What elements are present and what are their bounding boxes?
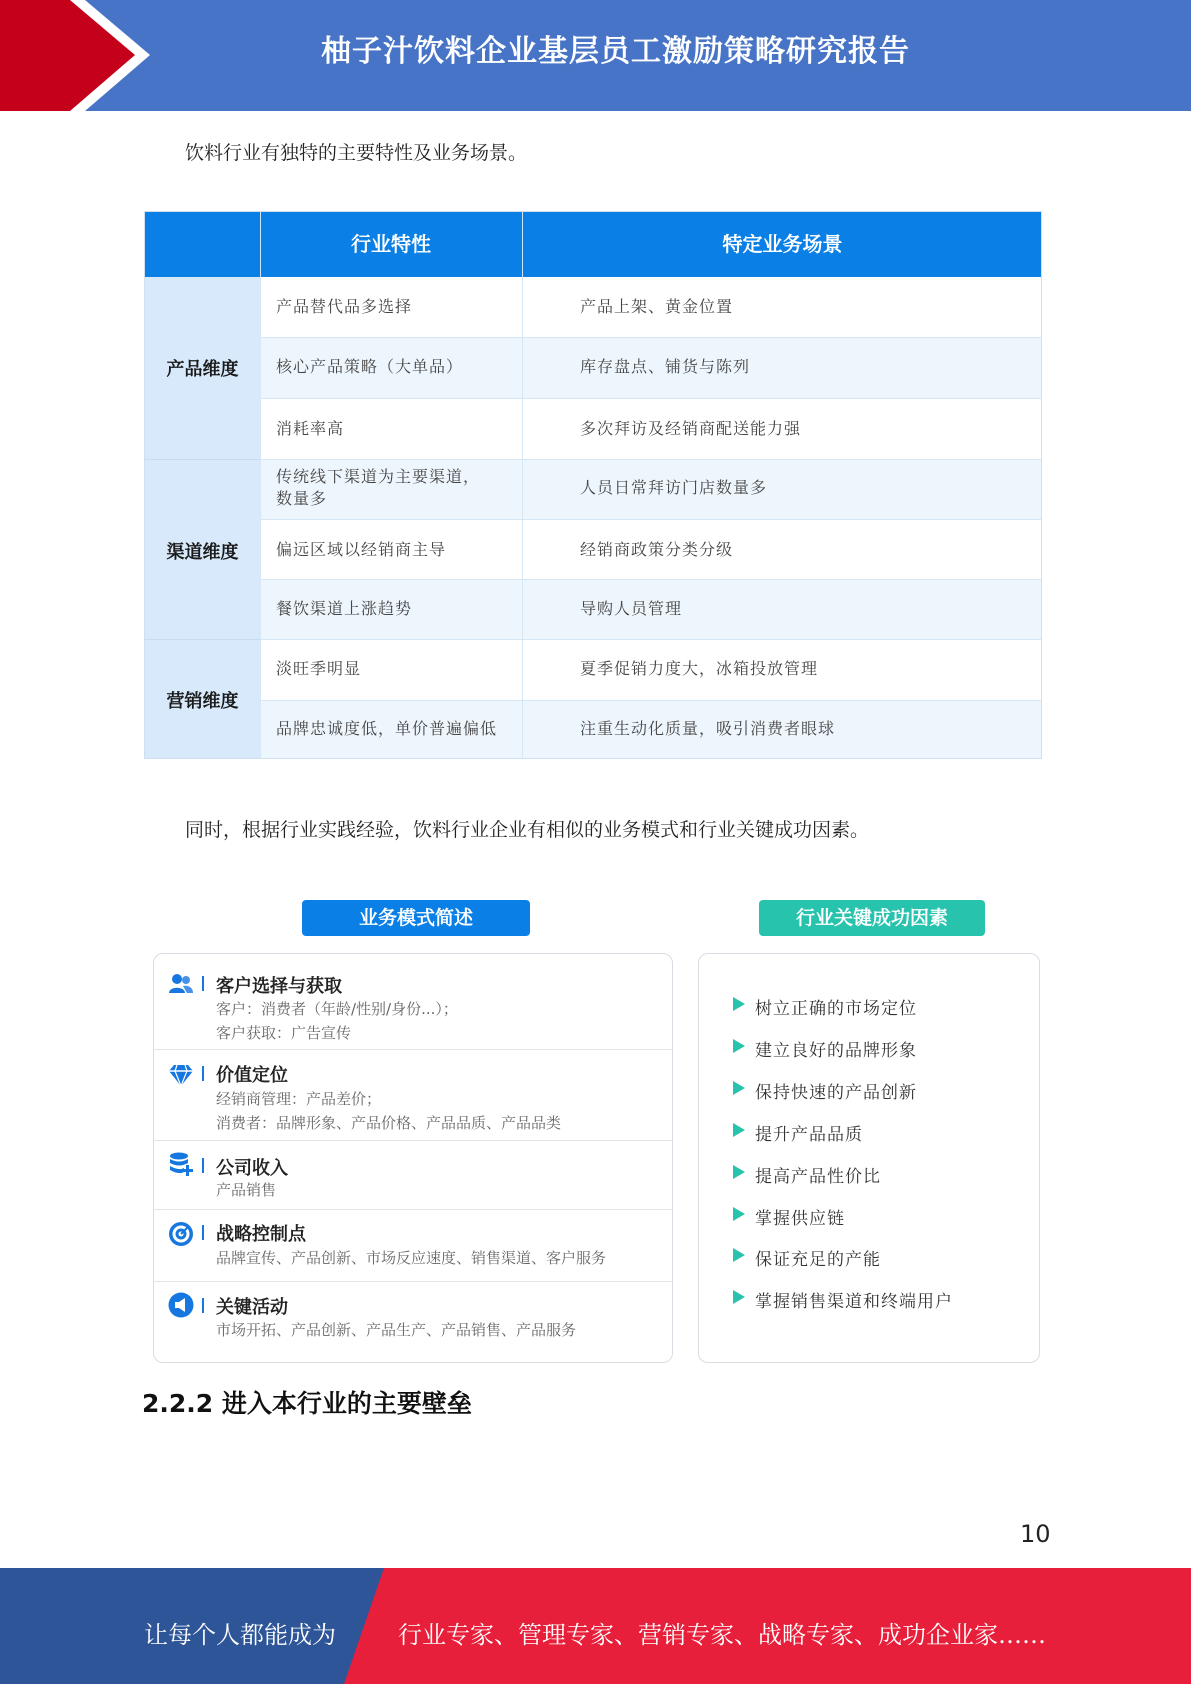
page-header [0, 0, 1191, 111]
scenario-cell: 库存盘点、铺货与陈列 [580, 357, 751, 376]
item-desc [216, 1087, 561, 1135]
dimension-label: 产品维度 [166, 359, 239, 380]
item-desc [216, 997, 458, 1045]
feature-cell: 偏远区域以经销商主导 [276, 540, 447, 559]
scenario-cell: 产品上架、黄金位置 [580, 297, 734, 316]
intro-paragraph-2: 同时，根据行业实践经验，饮料行业企业有相似的业务模式和行业关键成功因素。 [185, 819, 870, 841]
users-icon [168, 971, 194, 997]
scenario-cell: 夏季促销力度大，冰箱投放管理 [580, 659, 819, 678]
feature-line: 传统线下渠道为主要渠道， [276, 467, 481, 486]
item-title: 战略控制点 [216, 1224, 306, 1245]
feature-cell: 核心产品策略（大单品） [276, 357, 464, 376]
page-number: 10 [1020, 1520, 1051, 1548]
feature-cell: 品牌忠诚度低，单价普遍偏低 [276, 719, 498, 738]
key-factor-text: 建立良好的品牌形象 [755, 1041, 917, 1061]
scenario-cell: 人员日常拜访门店数量多 [580, 478, 768, 497]
item-desc: 品牌宣传、产品创新、市场反应速度、销售渠道、客户服务 [216, 1249, 607, 1267]
industry-characteristics-table [144, 211, 1042, 759]
feature-cell [276, 466, 506, 510]
database-plus-icon [168, 1151, 194, 1177]
business-model-title: 业务模式简述 [302, 900, 530, 936]
report-title: 柚子汁饮料企业基层员工激励策略研究报告 [321, 34, 910, 69]
key-factor-item [755, 1245, 881, 1270]
table-row [260, 277, 1042, 337]
item-title: 关键活动 [216, 1297, 288, 1318]
table-row [260, 700, 1042, 759]
target-icon [168, 1221, 194, 1247]
triangle-bullet-icon [733, 1207, 745, 1221]
item-title: 客户选择与获取 [216, 976, 342, 997]
key-factor-item [755, 1036, 917, 1061]
footer-slogan-left: 让每个人都能成为 [144, 1621, 336, 1649]
triangle-bullet-icon [733, 1165, 745, 1179]
intro-paragraph: 饮料行业有独特的主要特性及业务场景。 [185, 142, 528, 164]
business-model-item [154, 954, 674, 1049]
dimension-cell-channel [145, 459, 260, 640]
key-factor-text: 掌握销售渠道和终端用户 [755, 1292, 953, 1312]
item-title: 价值定位 [216, 1065, 288, 1086]
feature-cell: 餐饮渠道上涨趋势 [276, 599, 413, 618]
key-factor-text: 掌握供应链 [755, 1209, 845, 1229]
business-model-panel [153, 953, 673, 1363]
key-factor-text: 提高产品性价比 [755, 1167, 881, 1187]
key-factor-item [755, 1162, 881, 1187]
business-model-item [154, 1050, 674, 1140]
item-desc: 产品销售 [216, 1181, 277, 1199]
business-model-item [154, 1282, 674, 1362]
feature-cell: 消耗率高 [276, 419, 345, 438]
key-factor-item [755, 994, 917, 1019]
footer-slogan-right: 行业专家、管理专家、营销专家、战略专家、成功企业家…… [398, 1621, 1046, 1649]
dimension-label: 渠道维度 [166, 542, 239, 563]
dimension-cell-product [145, 277, 260, 459]
scenario-cell: 注重生动化质量，吸引消费者眼球 [580, 719, 836, 738]
feature-line: 数量多 [276, 489, 328, 508]
triangle-bullet-icon [733, 997, 745, 1011]
item-title: 公司收入 [216, 1158, 288, 1179]
key-factor-text: 提升产品品质 [755, 1125, 863, 1145]
table-row [260, 639, 1042, 700]
triangle-bullet-icon [733, 1123, 745, 1137]
table-header-row [145, 212, 1042, 277]
key-factor-text: 保证充足的产能 [755, 1250, 881, 1270]
scenario-cell: 经销商政策分类分级 [580, 540, 734, 559]
key-factor-text: 保持快速的产品创新 [755, 1083, 917, 1103]
item-desc-line: 客户获取：广告宣传 [216, 1024, 352, 1042]
table-row [260, 337, 1042, 398]
key-factor-item [755, 1287, 953, 1312]
table-row [260, 398, 1042, 459]
feature-cell: 产品替代品多选择 [276, 297, 413, 316]
table-row [260, 519, 1042, 579]
feature-cell: 淡旺季明显 [276, 659, 362, 678]
scenario-cell: 导购人员管理 [580, 599, 683, 618]
key-factor-item [755, 1204, 845, 1229]
scenario-cell: 多次拜访及经销商配送能力强 [580, 419, 802, 438]
dimension-cell-marketing [145, 639, 260, 759]
section-subheading: 2.2.2 进入本行业的主要壁垒 [142, 1389, 472, 1418]
item-desc-line: 消费者：品牌形象、产品价格、产品品质、产品品类 [216, 1114, 562, 1132]
business-model-item [154, 1141, 674, 1209]
item-desc-line: 经销商管理：产品差价； [216, 1090, 382, 1108]
item-desc: 市场开拓、产品创新、产品生产、产品销售、产品服务 [216, 1321, 577, 1339]
key-factor-item [755, 1120, 863, 1145]
key-factor-item [755, 1078, 917, 1103]
table-header-feature: 行业特性 [351, 232, 431, 256]
triangle-bullet-icon [733, 1081, 745, 1095]
triangle-bullet-icon [733, 1290, 745, 1304]
diamond-icon [168, 1062, 194, 1088]
table-header-scenario: 特定业务场景 [722, 232, 843, 256]
key-factor-text: 树立正确的市场定位 [755, 999, 917, 1019]
triangle-bullet-icon [733, 1039, 745, 1053]
key-factors-panel [698, 953, 1040, 1363]
table-row [260, 579, 1042, 639]
table-row [260, 459, 1042, 519]
triangle-bullet-icon [733, 1248, 745, 1262]
dimension-label: 营销维度 [166, 691, 239, 712]
key-factors-title: 行业关键成功因素 [759, 900, 985, 936]
speaker-icon [168, 1292, 194, 1318]
item-desc-line: 客户：消费者（年龄/性别/身份...）； [216, 1000, 458, 1018]
business-model-item [154, 1210, 674, 1281]
